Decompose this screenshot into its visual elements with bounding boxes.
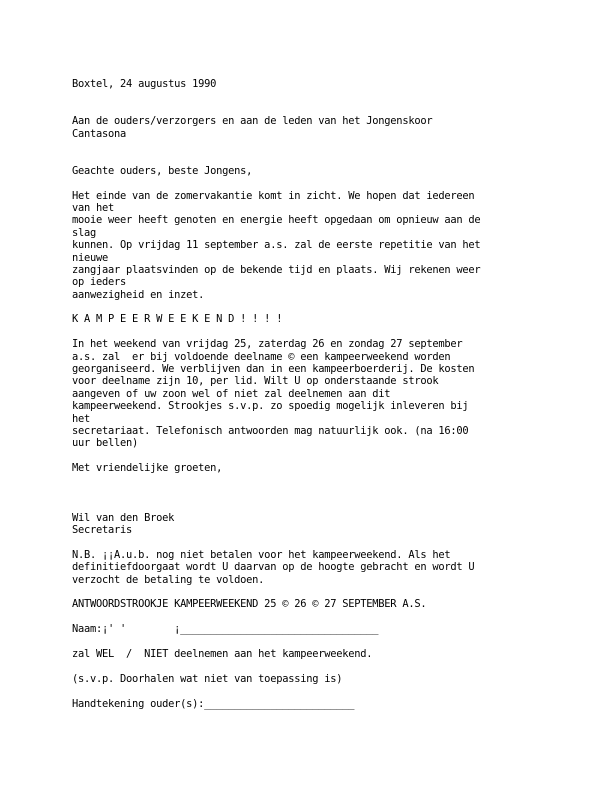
reply-slip [72,598,552,710]
paragraph-line: het [72,412,91,425]
paragraph-line: mooie weer heeft genoten en energie heeft opgedaan om opnieuw aan de [72,214,481,227]
letter-page [72,78,552,710]
paragraph-line: slag [72,226,97,239]
signature-name: Wil van den Broek [72,511,175,524]
paragraph-line: aangeven of uw zoon wel of niet zal deelnemen aan dit [72,387,391,400]
nb-line: N.B. ¡¡A.u.b. nog niet betalen voor het kampeerweekend. Als het [72,548,451,561]
slip-title: ANTWOORDSTROOKJE KAMPEERWEEKEND 25 © 26 © 27 SEPTEMBER A.S. [72,598,427,611]
paragraph-intro [72,190,552,302]
paragraph-line: kampeerweekend. Strookjes s.v.p. zo spoedig mogelijk inleveren bij [72,400,469,413]
parent-signature-field[interactable]: Handtekening ouder(s):_________________________ [72,697,355,710]
paragraph-line: secretariaat. Telefonisch antwoorden mag natuurlijk ook. (na 16:00 [72,424,469,437]
nb-line: definitiefdoorgaat wordt U daarvan op de hoogte gebracht en wordt U [72,561,475,574]
dateline: Boxtel, 24 augustus 1990 [72,78,217,90]
paragraph-line: kunnen. Op vrijdag 11 september a.s. zal de eerste repetitie van het [72,239,481,252]
closing: Met vriendelijke groeten, [72,462,223,475]
paragraph-line: aanwezigheid en inzet. [72,288,205,301]
paragraph-line: a.s. zal er bij voldoende deelname © een kampeerweekend worden [72,350,451,363]
name-field[interactable]: Naam:¡' ' ¡_________________________________ [72,623,379,636]
paragraph-line: op ieders [72,276,127,289]
signature-role: Secretaris [72,524,133,537]
slip-instruction: (s.v.p. Doorhalen wat niet van toepassing is) [72,672,343,685]
paragraph-line: Het einde van de zomervakantie komt in zicht. We hopen dat iedereen [72,189,475,202]
recipient-line: Aan de ouders/verzorgers en aan de leden van het Jongenskoor [72,115,433,128]
salutation: Geachte ouders, beste Jongens, [72,164,253,177]
participation-choice[interactable]: zal WEL / NIET deelnemen aan het kampeerweekend. [72,648,373,661]
paragraph-line: zangjaar plaatsvinden op de bekende tijd en plaats. Wij rekenen weer [72,263,481,276]
nb-note [72,549,552,586]
recipient-line: Cantasona [72,127,127,140]
section-heading: K A M P E E R W E E K E N D ! ! ! ! [72,313,283,326]
paragraph-line: uur bellen) [72,437,139,450]
paragraph-line: In het weekend van vrijdag 25, zaterdag 26 en zondag 27 september [72,338,463,351]
paragraph-line: van het [72,201,115,214]
paragraph-line: nieuwe [72,251,109,264]
paragraph-line: georganiseerd. We verblijven dan in een kampeerboerderij. De kosten [72,363,475,376]
nb-line: verzocht de betaling te voldoen. [72,573,265,586]
paragraph-weekend [72,338,552,450]
paragraph-line: voor deelname zijn 10, per lid. Wilt U op onderstaande strook [72,375,439,388]
